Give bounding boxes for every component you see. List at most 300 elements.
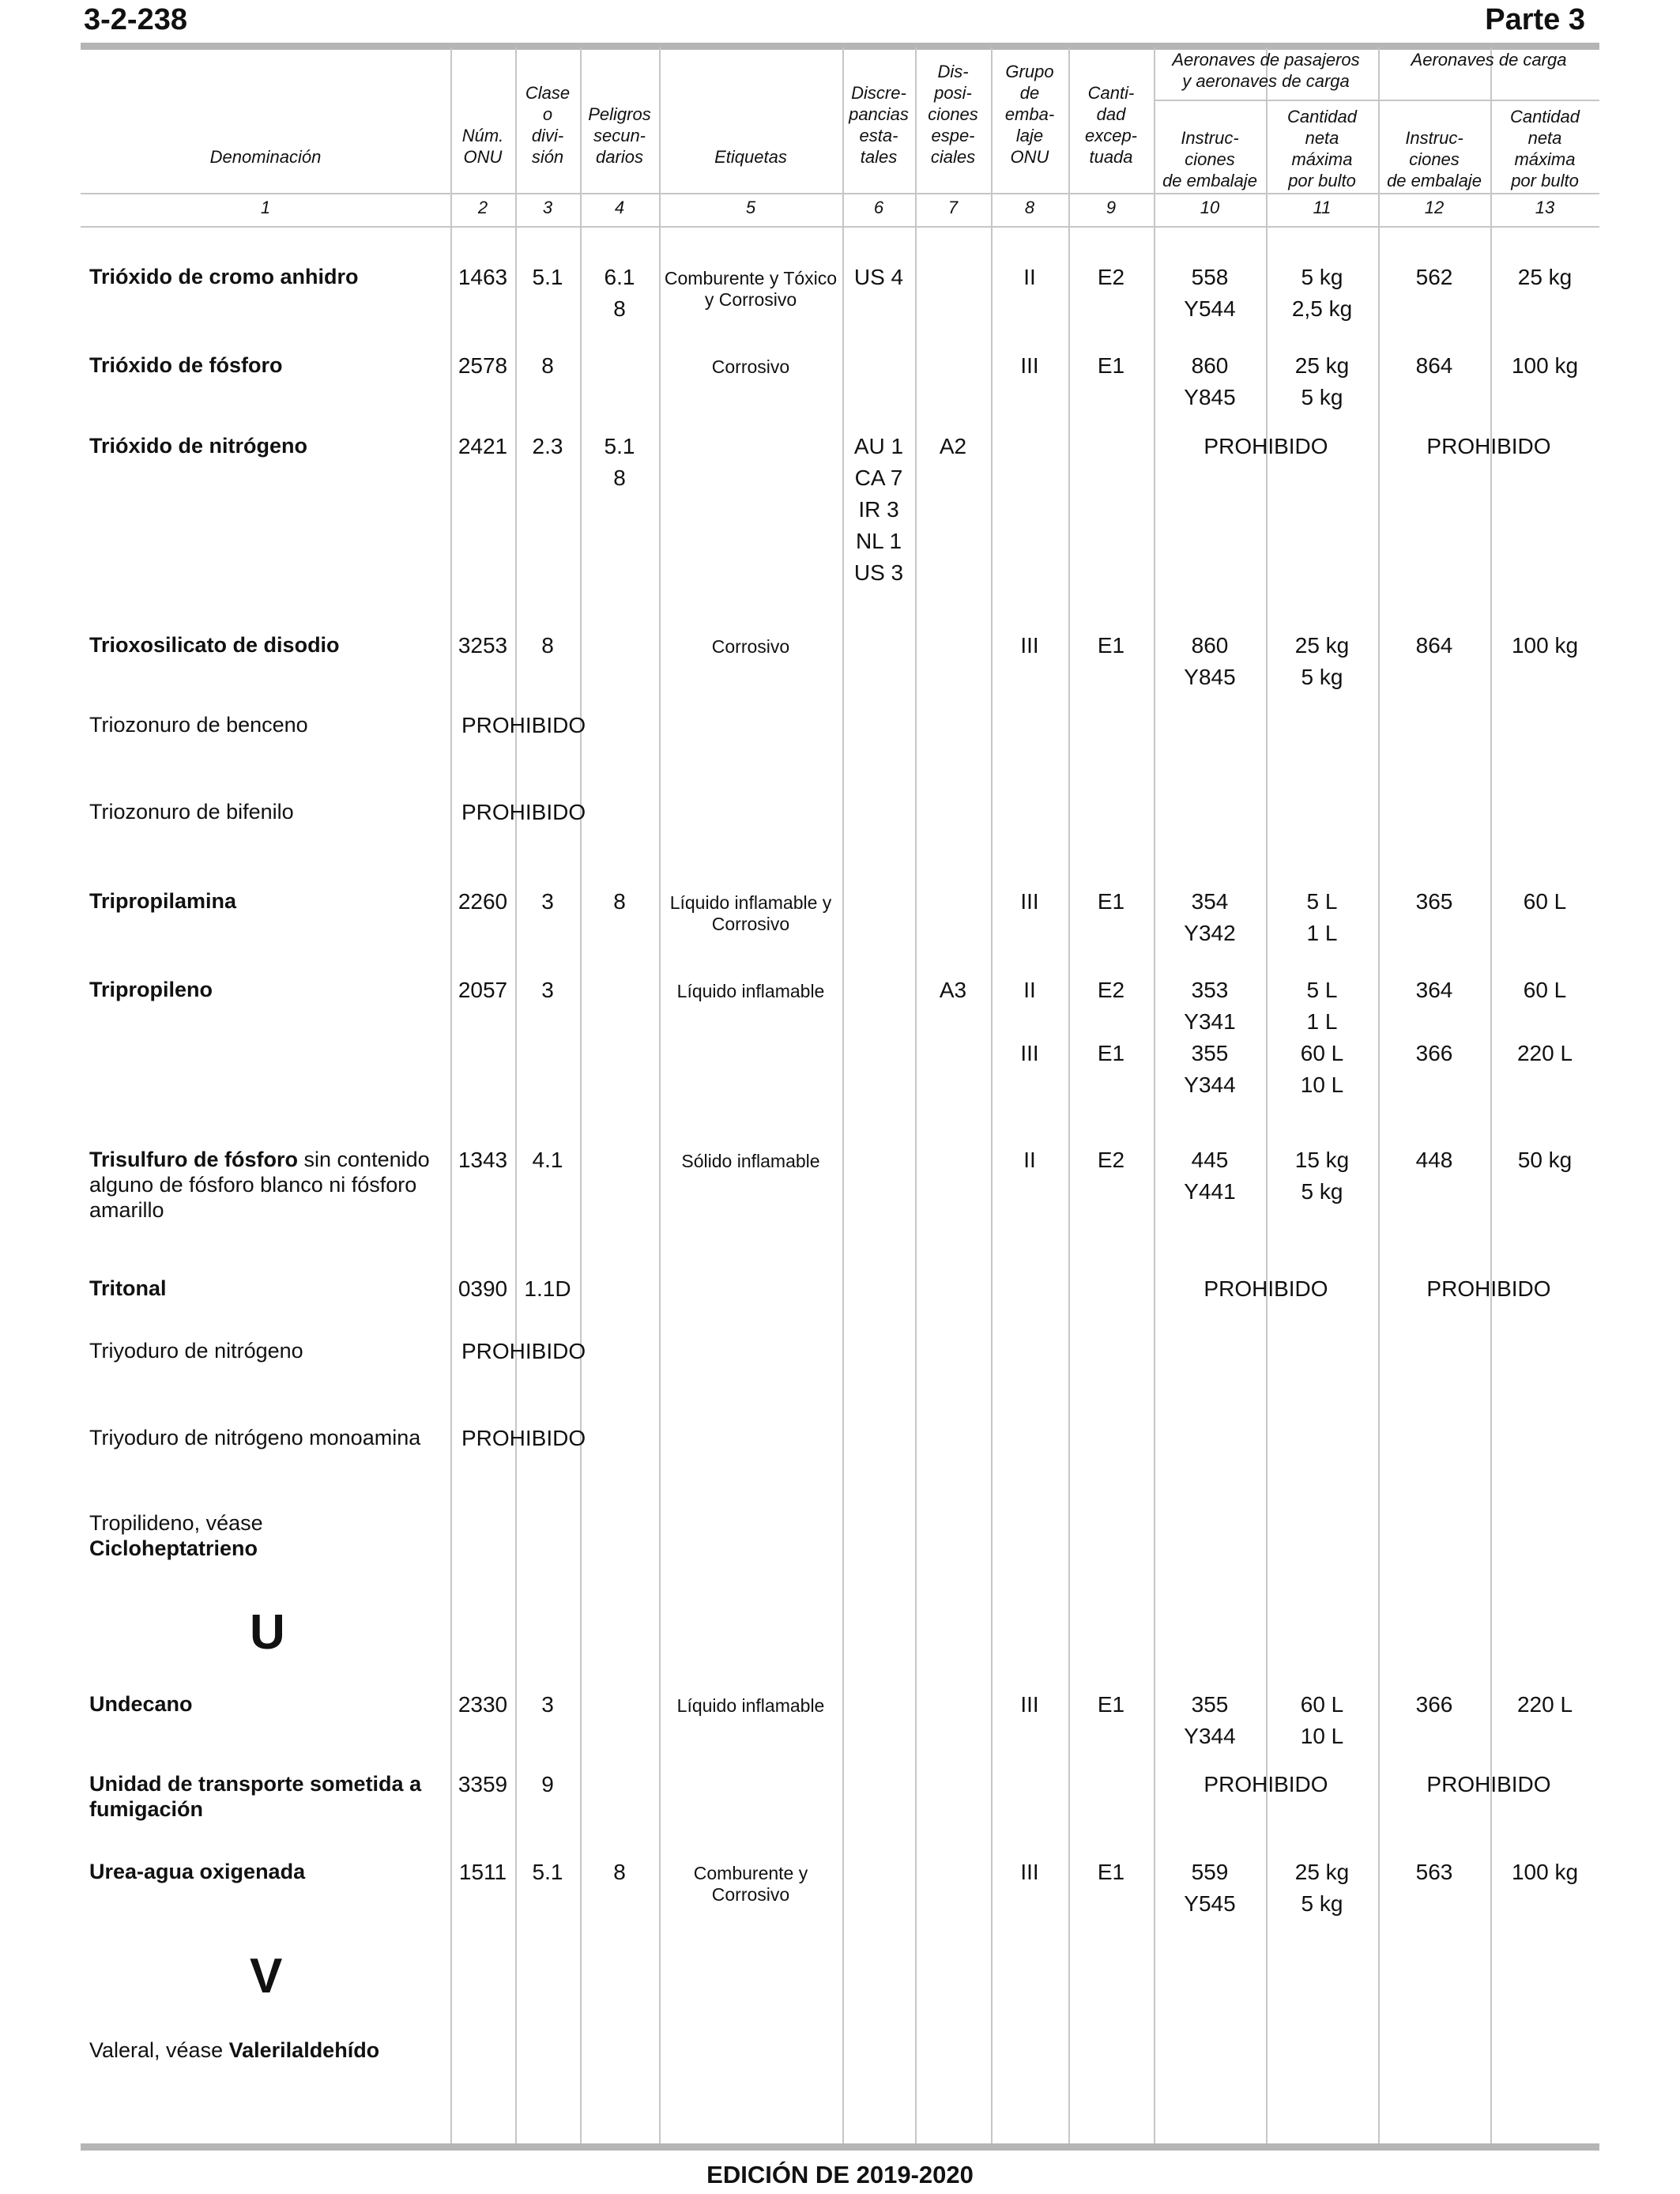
hazard-class-line: 3	[541, 978, 554, 1002]
un-number-line: 1343	[458, 1148, 508, 1172]
substance-name	[89, 712, 445, 737]
column-divider	[580, 47, 582, 2143]
column-header-line: emba-	[1004, 104, 1055, 124]
substance-name-rest: sin contenido alguno de fósforo blanco ni fósforo amarillo	[89, 1148, 430, 1222]
column-header-line: Canti-	[1087, 83, 1135, 103]
excepted-quantity-line: E2	[1097, 265, 1125, 289]
cargo-max-quantity-line: 25 kg	[1517, 265, 1573, 289]
un-number	[450, 350, 515, 382]
cargo-packing-instruction-line: 864	[1415, 353, 1453, 378]
cargo-packing-instruction-line: 864	[1415, 633, 1453, 658]
cargo-max-quantity	[1490, 974, 1599, 1069]
subsidiary-hazard	[580, 262, 659, 325]
substance-name	[89, 977, 445, 1002]
cargo-packing-instruction	[1378, 630, 1490, 662]
packing-group	[991, 1144, 1068, 1176]
pax-packing-instruction-line: 355	[1191, 1041, 1229, 1065]
hazard-class-line: 5.1	[532, 265, 563, 289]
pax-packing-instruction-line: Y544	[1184, 296, 1236, 321]
pax-max-quantity	[1266, 350, 1378, 413]
hazard-class	[515, 1273, 580, 1305]
column-header-line: laje	[1015, 126, 1044, 145]
un-number-line: 1463	[458, 265, 508, 289]
substance-name	[89, 264, 445, 289]
packing-group-line: III	[1020, 353, 1039, 378]
hazard-class-line: 3	[541, 889, 554, 914]
column-header-line: de embalaje	[1387, 171, 1482, 190]
hazard-class	[515, 262, 580, 293]
cargo-max-quantity	[1490, 1144, 1599, 1176]
prohibited-cargo: PROHIBIDO	[1426, 1772, 1551, 1796]
subsidiary-hazard	[580, 431, 659, 494]
column-divider	[842, 47, 844, 2143]
column-number-13: 13	[1535, 198, 1555, 217]
pax-max-quantity	[1266, 974, 1378, 1101]
pax-max-quantity-line: 5 kg	[1301, 385, 1343, 409]
cargo-packing-instruction	[1378, 350, 1490, 382]
subsidiary-hazard-line: 5.1	[604, 434, 635, 458]
substance-name	[89, 799, 445, 824]
packing-group	[991, 262, 1068, 293]
substance-name-bold: Valerilaldehído	[228, 2038, 380, 2062]
excepted-quantity-line: E2	[1097, 1148, 1125, 1172]
packing-group	[991, 886, 1068, 918]
column-header-line: Dis-	[937, 62, 969, 81]
state-variation-line: US 3	[853, 560, 904, 585]
column-header-line: Instruc-	[1405, 128, 1463, 148]
column-header-line: darios	[596, 147, 643, 167]
substance-name-bold: Trióxido de cromo anhidro	[89, 265, 359, 288]
pax-max-quantity-line: 60 L	[1300, 1692, 1344, 1717]
cargo-max-quantity-line: 220 L	[1516, 1041, 1573, 1065]
column-header-line: ONU	[1010, 147, 1049, 167]
excepted-quantity	[1068, 262, 1154, 293]
group-header-cargo: Aeronaves de carga	[1411, 50, 1567, 70]
pax-packing-instruction-line: 354	[1191, 889, 1229, 914]
cargo-packing-instruction-line: 365	[1415, 889, 1453, 914]
cargo-packing-instruction	[1378, 974, 1490, 1069]
substance-name	[89, 433, 445, 458]
hazard-class	[515, 431, 580, 462]
substance-name-plain: Triyoduro de nitrógeno monoamina	[89, 1426, 421, 1449]
substance-name-plain: Triozonuro de benceno	[89, 713, 308, 737]
hazard-class	[515, 1689, 580, 1721]
section-letter: V	[250, 1949, 283, 2004]
hazard-class	[515, 630, 580, 662]
substance-name-plain: Triyoduro de nitrógeno	[89, 1339, 303, 1363]
substance-name	[89, 2038, 445, 2063]
substance-name-bold: Cicloheptatrieno	[89, 1536, 258, 1560]
pax-max-quantity-line: 15 kg	[1294, 1148, 1350, 1172]
column-header-line: dad	[1096, 104, 1126, 124]
pax-packing-instruction-line: 558	[1191, 265, 1229, 289]
un-number	[450, 1273, 515, 1305]
packing-group-line: III	[1020, 633, 1039, 658]
un-number	[450, 630, 515, 662]
hazard-label: Líquido inflamable	[676, 981, 825, 1001]
column-header-line: neta	[1527, 128, 1562, 148]
subsidiary-hazard-line: 6.1	[604, 265, 635, 289]
column-header-line: Clase	[525, 83, 571, 103]
column-header-line: Instruc-	[1181, 128, 1239, 148]
cargo-packing-instruction	[1378, 886, 1490, 918]
special-provision	[915, 974, 991, 1006]
hazard-class-line: 9	[541, 1772, 554, 1796]
pax-packing-instruction-line: 559	[1191, 1860, 1229, 1884]
prohibited-cargo: PROHIBIDO	[1426, 434, 1551, 458]
hazard-class	[515, 350, 580, 382]
column-header-line: ciones	[1185, 149, 1235, 169]
substance-name	[89, 1691, 445, 1717]
pax-max-quantity-line: 2,5 kg	[1291, 296, 1353, 321]
pax-packing-instruction	[1154, 1689, 1266, 1752]
un-number-line: 2260	[458, 889, 508, 914]
pax-packing-instruction-line: Y344	[1184, 1072, 1236, 1097]
pax-max-quantity-line: 10 L	[1300, 1072, 1344, 1097]
group-divider	[1154, 100, 1599, 101]
substance-name	[89, 632, 445, 658]
cargo-packing-instruction-line: 364	[1415, 978, 1453, 1002]
hazard-class	[515, 974, 580, 1006]
excepted-quantity	[1068, 350, 1154, 382]
pax-packing-instruction-line: 860	[1191, 633, 1229, 658]
pax-packing-instruction-line: Y845	[1184, 385, 1236, 409]
un-number	[450, 1689, 515, 1721]
subsidiary-hazard-line: 8	[613, 1860, 626, 1884]
substance-name	[89, 888, 445, 914]
pax-packing-instruction-line: Y545	[1184, 1891, 1236, 1916]
cargo-max-quantity-line: 100 kg	[1511, 633, 1579, 658]
cargo-max-quantity	[1490, 1857, 1599, 1888]
substance-name-bold: Tritonal	[89, 1276, 167, 1300]
column-header-line: de	[1019, 83, 1040, 103]
section-letter: U	[250, 1605, 285, 1660]
column-number-9: 9	[1106, 198, 1117, 217]
pax-max-quantity	[1266, 1857, 1378, 1920]
column-number-11: 11	[1313, 198, 1332, 217]
pax-max-quantity-line: 5 kg	[1301, 1891, 1343, 1916]
column-header-line: tales	[860, 147, 898, 167]
pax-packing-instruction-line: Y342	[1184, 921, 1236, 945]
bottom-rule	[81, 2143, 1599, 2151]
column-header-line: secun-	[593, 126, 646, 145]
excepted-quantity	[1068, 974, 1154, 1069]
prohibited-text: PROHIBIDO	[461, 800, 586, 824]
column-header-line: Grupo	[1005, 62, 1054, 81]
pax-max-quantity-line: 25 kg	[1294, 353, 1350, 378]
column-header-5	[659, 47, 842, 168]
hazard-label: Comburente y Corrosivo	[693, 1863, 808, 1905]
hazard-class-line: 4.1	[532, 1148, 563, 1172]
packing-group	[991, 974, 1068, 1069]
hazard-label: Líquido inflamable	[676, 1695, 825, 1716]
subsidiary-hazard-line: 8	[613, 889, 626, 914]
column-number-4: 4	[614, 198, 625, 217]
cargo-packing-instruction	[1378, 1857, 1490, 1888]
excepted-quantity	[1068, 630, 1154, 662]
cargo-max-quantity	[1490, 262, 1599, 293]
column-header-line: ciales	[930, 147, 976, 167]
column-header-line: espe-	[931, 126, 975, 145]
un-number	[450, 1857, 515, 1888]
cargo-max-quantity	[1490, 630, 1599, 662]
hazard-class	[515, 1144, 580, 1176]
un-number	[450, 431, 515, 462]
substance-name-bold: Trióxido de nitrógeno	[89, 434, 307, 458]
un-number-line: 2421	[458, 434, 508, 458]
pax-packing-instruction-line: Y344	[1184, 1724, 1236, 1748]
pax-max-quantity-line: 25 kg	[1294, 1860, 1350, 1884]
cargo-max-quantity-line: 50 kg	[1517, 1148, 1573, 1172]
column-number-1: 1	[260, 198, 271, 217]
special-provision-line: A3	[939, 978, 967, 1002]
hazard-class-line: 2.3	[532, 434, 563, 458]
excepted-quantity	[1068, 1144, 1154, 1176]
excepted-quantity-line: E1	[1097, 1860, 1125, 1884]
hazard-class-line: 8	[541, 353, 554, 378]
cargo-max-quantity-line	[1490, 1006, 1599, 1038]
page-header-number: 3-2-238	[84, 3, 187, 36]
cargo-packing-instruction	[1378, 1689, 1490, 1721]
substance-name-bold: Trióxido de fósforo	[89, 353, 283, 377]
packing-group	[991, 350, 1068, 382]
excepted-quantity-line: E1	[1097, 889, 1125, 914]
cargo-packing-instruction-line: 366	[1415, 1692, 1453, 1717]
page-header-part: Parte 3	[1485, 3, 1585, 36]
hazard-label: Comburente y Tóxico y Corrosivo	[664, 268, 838, 310]
column-header-line: posi-	[934, 83, 972, 103]
pax-max-quantity	[1266, 886, 1378, 949]
cargo-max-quantity	[1490, 1689, 1599, 1721]
packing-group-line: II	[1023, 265, 1036, 289]
packing-group	[991, 1689, 1068, 1721]
pax-max-quantity-line: 5 kg	[1301, 1179, 1343, 1204]
hazard-class	[515, 886, 580, 918]
column-header-4	[580, 47, 659, 168]
un-number	[450, 262, 515, 293]
un-number	[450, 1769, 515, 1800]
header-divider	[81, 193, 1599, 194]
column-number-6: 6	[873, 198, 884, 217]
column-header-line: por bulto	[1288, 171, 1356, 190]
column-header-line: pancias	[849, 104, 909, 124]
pax-packing-instruction-line: Y341	[1184, 1009, 1236, 1034]
pax-max-quantity-line: 5 L	[1306, 978, 1338, 1002]
pax-max-quantity	[1266, 1144, 1378, 1208]
column-header-line: esta-	[859, 126, 898, 145]
pax-packing-instruction-line: 860	[1191, 353, 1229, 378]
un-number	[450, 886, 515, 918]
column-header-line: máxima	[1514, 149, 1576, 169]
substance-name-bold: Urea-agua oxigenada	[89, 1860, 306, 1883]
special-provision	[915, 431, 991, 462]
column-header-line: sión	[531, 147, 564, 167]
column-header-6	[842, 47, 915, 168]
state-variation	[842, 431, 915, 589]
column-header-13	[1490, 103, 1599, 191]
subsidiary-hazard-line: 8	[613, 296, 626, 321]
pax-max-quantity-line: 25 kg	[1294, 633, 1350, 658]
pax-max-quantity	[1266, 630, 1378, 693]
pax-max-quantity-line: 5 kg	[1301, 665, 1343, 689]
excepted-quantity-line: E1	[1097, 353, 1125, 378]
pax-max-quantity-line: 5 kg	[1301, 265, 1343, 289]
cargo-max-quantity-line: 60 L	[1523, 978, 1567, 1002]
substance-name-bold: Unidad de transporte sometida a fumigación	[89, 1772, 422, 1821]
column-number-5: 5	[745, 198, 756, 217]
cargo-packing-instruction-line: 562	[1415, 265, 1453, 289]
substance-name-plain: Valeral, véase	[89, 2038, 229, 2062]
column-header-line: de embalaje	[1162, 171, 1257, 190]
column-header-line: Denominación	[209, 147, 322, 167]
excepted-quantity-line: E1	[1097, 1692, 1125, 1717]
column-header-line: excep-	[1084, 126, 1138, 145]
column-header-line: por bulto	[1511, 171, 1579, 190]
substance-name-bold: Trioxosilicato de disodio	[89, 633, 340, 657]
column-number-8: 8	[1024, 198, 1035, 217]
pax-packing-instruction	[1154, 886, 1266, 949]
cargo-max-quantity-line: 220 L	[1516, 1692, 1573, 1717]
column-header-11	[1266, 103, 1378, 191]
column-number-2: 2	[477, 198, 488, 217]
prohibited-passenger: PROHIBIDO	[1203, 434, 1328, 458]
pax-packing-instruction	[1154, 630, 1266, 693]
state-variation-line: AU 1	[853, 434, 904, 458]
un-number-line: 1511	[458, 1860, 507, 1884]
column-header-line: ONU	[463, 147, 503, 167]
column-header-1	[81, 47, 450, 168]
pax-packing-instruction	[1154, 262, 1266, 325]
packing-group-line: II	[1023, 978, 1036, 1002]
un-number	[450, 1144, 515, 1176]
un-number	[450, 974, 515, 1006]
column-header-line: o	[542, 104, 553, 124]
pax-max-quantity	[1266, 1689, 1378, 1752]
header-divider	[81, 226, 1599, 228]
prohibited-passenger: PROHIBIDO	[1203, 1276, 1328, 1301]
state-variation-line: IR 3	[858, 497, 899, 522]
hazard-class-line: 1.1D	[524, 1276, 571, 1301]
state-variation-line: NL 1	[855, 529, 902, 553]
column-divider	[915, 47, 917, 2143]
column-header-line: tuada	[1089, 147, 1133, 167]
hazard-label: Corrosivo	[711, 636, 790, 657]
pax-packing-instruction-line: 353	[1191, 978, 1229, 1002]
column-header-line: Cantidad	[1286, 107, 1358, 126]
packing-group-line: III	[1020, 1041, 1039, 1065]
subsidiary-hazard	[580, 886, 659, 918]
excepted-quantity	[1068, 886, 1154, 918]
packing-group-line: III	[1020, 889, 1039, 914]
substance-name	[89, 1771, 445, 1822]
hazard-class	[515, 1857, 580, 1888]
pax-max-quantity-line: 5 L	[1306, 889, 1338, 914]
column-header-line: neta	[1305, 128, 1339, 148]
column-header-12	[1378, 103, 1490, 191]
subsidiary-hazard-line: 8	[613, 466, 626, 490]
packing-group	[991, 630, 1068, 662]
cargo-packing-instruction	[1378, 1144, 1490, 1176]
packing-group	[991, 1857, 1068, 1888]
cargo-max-quantity	[1490, 886, 1599, 918]
hazard-class-line: 3	[541, 1692, 554, 1717]
pax-max-quantity-line: 1 L	[1306, 921, 1338, 945]
column-header-9	[1068, 47, 1154, 168]
prohibited-text: PROHIBIDO	[461, 1426, 586, 1450]
pax-packing-instruction-line: Y845	[1184, 665, 1236, 689]
substance-name	[89, 1276, 445, 1301]
cargo-max-quantity-line: 100 kg	[1511, 1860, 1579, 1884]
excepted-quantity-line: E1	[1097, 1041, 1125, 1065]
excepted-quantity	[1068, 1857, 1154, 1888]
substance-name	[89, 1338, 445, 1363]
footer-edition: EDICIÓN DE 2019-2020	[706, 2161, 974, 2188]
hazard-label: Corrosivo	[711, 356, 790, 377]
substance-name	[89, 352, 445, 378]
column-header-line: Núm.	[461, 126, 504, 145]
column-header-8	[991, 47, 1068, 168]
excepted-quantity-line: E2	[1097, 978, 1125, 1002]
pax-packing-instruction-line: Y441	[1184, 1179, 1236, 1204]
prohibited-text: PROHIBIDO	[461, 713, 586, 737]
cargo-packing-instruction-line: 448	[1415, 1148, 1453, 1172]
column-header-3	[515, 47, 580, 168]
pax-packing-instruction	[1154, 1857, 1266, 1920]
column-number-3: 3	[542, 198, 553, 217]
cargo-max-quantity-line: 60 L	[1523, 889, 1567, 914]
substance-name-bold: Tripropilamina	[89, 889, 237, 913]
pax-max-quantity-line: 10 L	[1300, 1724, 1344, 1748]
column-number-12: 12	[1424, 198, 1445, 217]
column-header-2	[450, 47, 515, 168]
substance-name-plain: Triozonuro de bifenilo	[89, 800, 294, 824]
substance-name	[89, 1510, 445, 1561]
hazard-class-line: 5.1	[532, 1860, 563, 1884]
pax-packing-instruction	[1154, 1144, 1266, 1208]
hazard-label: Sólido inflamable	[681, 1151, 820, 1171]
column-header-line: máxima	[1291, 149, 1353, 169]
un-number-line: 2578	[458, 353, 508, 378]
packing-group-line: II	[1023, 1148, 1036, 1172]
un-number-line: 3253	[458, 633, 508, 658]
state-variation-line: US 4	[853, 265, 904, 289]
pax-max-quantity-line: 1 L	[1306, 1009, 1338, 1034]
substance-name-plain: Tropilideno, véase	[89, 1511, 263, 1535]
special-provision-line: A2	[939, 434, 967, 458]
column-number-10: 10	[1200, 198, 1220, 217]
pax-packing-instruction	[1154, 974, 1266, 1101]
column-number-7: 7	[947, 198, 959, 217]
un-number-line: 3359	[458, 1772, 508, 1796]
pax-max-quantity-line: 60 L	[1300, 1041, 1344, 1065]
packing-group-line	[991, 1006, 1068, 1038]
subsidiary-hazard	[580, 1857, 659, 1888]
packing-group-line: III	[1020, 1860, 1039, 1884]
column-header-line: ciones	[1409, 149, 1460, 169]
substance-name	[89, 1859, 445, 1884]
excepted-quantity-line	[1068, 1006, 1154, 1038]
substance-name-bold: Trisulfuro de fósforo	[89, 1148, 299, 1171]
state-variation	[842, 262, 915, 293]
excepted-quantity-line: E1	[1097, 633, 1125, 658]
packing-group-line: III	[1020, 1692, 1039, 1717]
substance-name	[89, 1425, 445, 1450]
column-header-line: ciones	[928, 104, 978, 124]
excepted-quantity	[1068, 1689, 1154, 1721]
column-divider	[659, 47, 661, 2143]
cargo-packing-instruction	[1378, 262, 1490, 293]
prohibited-passenger: PROHIBIDO	[1203, 1772, 1328, 1796]
